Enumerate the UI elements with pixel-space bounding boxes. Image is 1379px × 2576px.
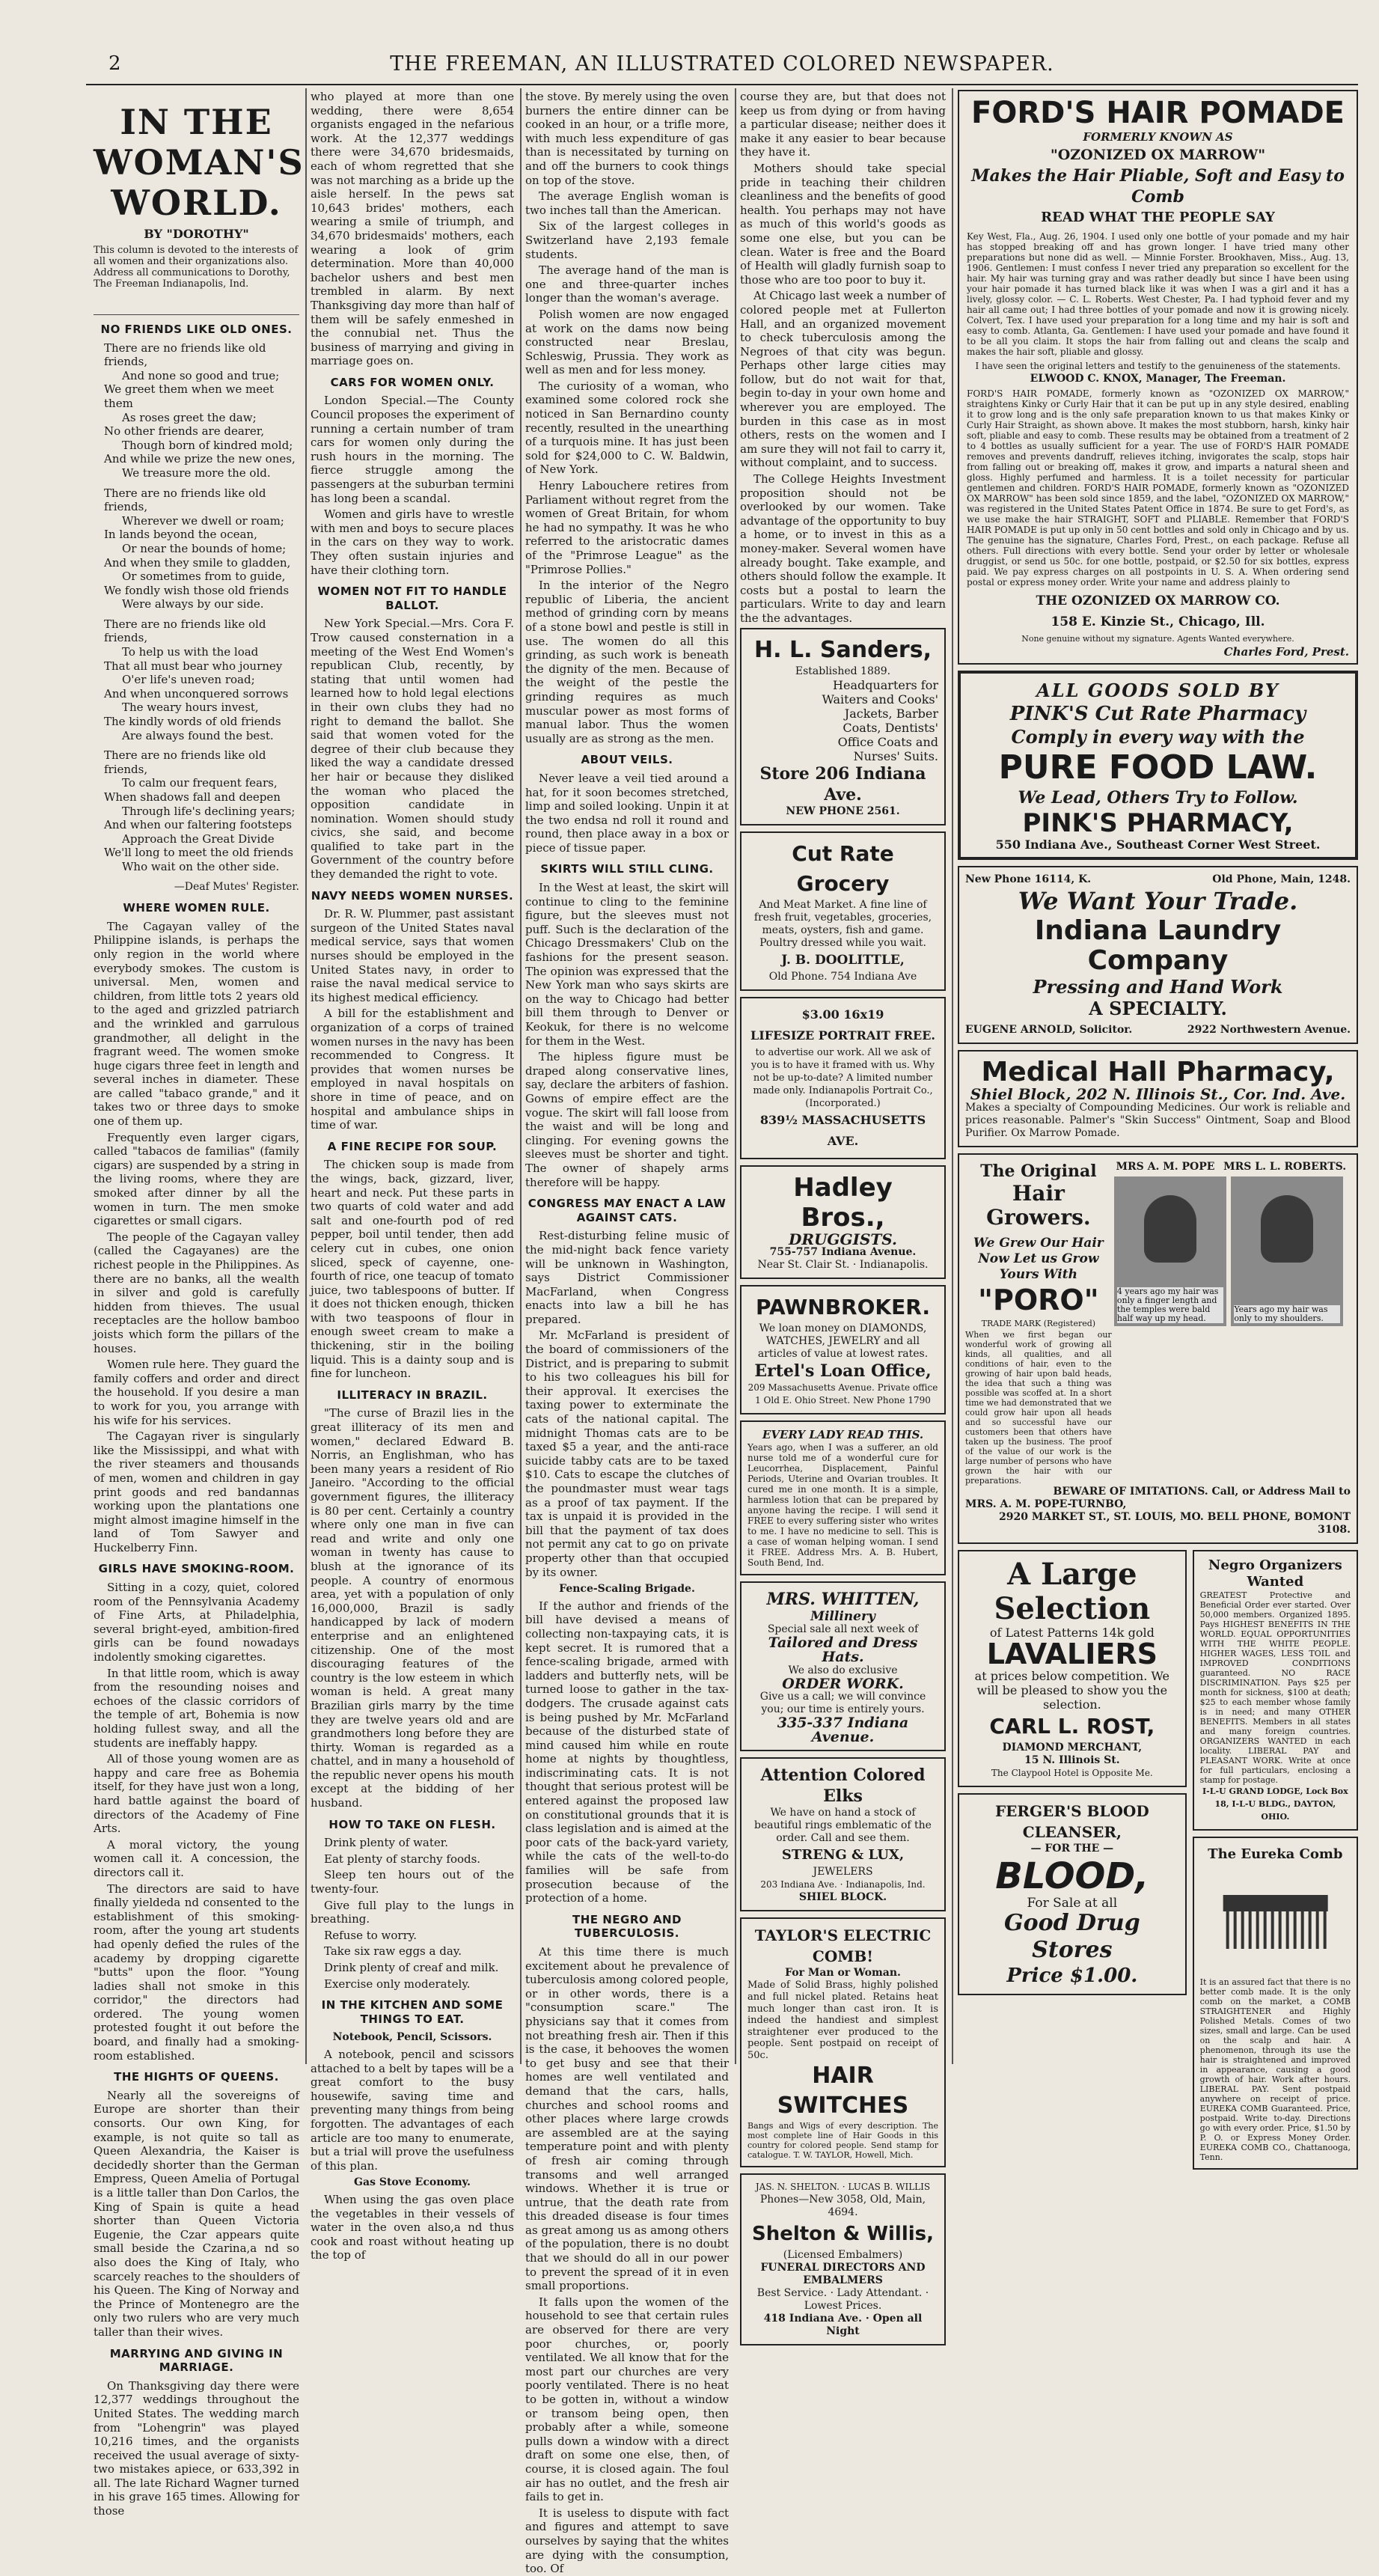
headline-ballot: WOMEN NOT FIT TO HANDLE BALLOT. (317, 585, 507, 612)
ad-eureka-comb: The Eureka Comb It is an assured fact that there is no better comb made. It is the only comb on the market, a COMB STRAIGHTENER and Highly Polished Metals. Comes of two sizes, small and large. Can be used on the scalp and hair. A phenomenon, through its use the hair is straightened and improved in appearance, causing a good growth of hair. Work after hours. LIBERAL PAY. Sent postpaid anywhere on receipt of price. EUREKA COMB Guaranteed. Price, postpaid. Write to-day. Directions go with every order. Price, $1.50 by P. O. or Express Money Order. EUREKA COMB CO., Chattanooga, Tenn. (1193, 1837, 1358, 2170)
article-paragraph: Frequently even larger cigars, called "tabacos de familias" (family cigars) are suspended by a string in the living rooms, where they are smoked after dinner by all the women in turn. The men smoke cigarettes or small cigars. (94, 1130, 299, 1228)
poem-line: Or sometimes from to guide, (122, 570, 286, 584)
headline-navy: NAVY NEEDS WOMEN NURSES. (311, 888, 514, 903)
article-paragraph: In the interior of the Negro republic of Liberia, the ancient method of grinding corn by means of a stone bowl and pestle is still in use. The women do all this grinding, as such work is beneath the dignity of the men. Because of the weight of the pestle the grinding requires as much muscular power as most forms of manual labor. Thus the women usually are as strong as the men. (525, 579, 729, 745)
poem-line: And when our faltering footsteps (104, 818, 293, 832)
poem-line: As roses greet the daw; (122, 410, 257, 424)
poem-line: Were always by our side. (122, 597, 264, 611)
article-paragraph: The hipless figure must be draped along conservative lines, say, declare the arbiters of fashion. Gowns of empire effect are the vogue. The skirt will fall loose from the waist and will be long and clinging. For evening gowns the sleeves must be shorter and tight. The owner of shapely arms therefore will be happy. (525, 1050, 729, 1189)
column-rule (520, 88, 522, 2064)
article-paragraph: In that little room, which is away from the resounding noises and echoes of the classic corridors of the temple of art, Bohemia is now holding fullest sway, and all the students are ineffably happy. (94, 1666, 299, 1750)
portrait-photo: 4 years ago my hair was only a finger length and the temples were bald half way up my head. (1114, 1176, 1226, 1326)
list-item: Eat plenty of starchy foods. (324, 1852, 481, 1866)
headline-marrying: MARRYING AND GIVING IN MARRIAGE. (109, 2346, 284, 2375)
article-paragraph: Never leave a veil tied around a hat, for it soon becomes stretched, limp and soiled looking. Unpin it at the two endsa nd roll it round and round, then place away in a box or piece of tissue paper. (525, 771, 729, 855)
ad-pawnbroker: PAWNBROKER. We loan money on DIAMONDS, WATCHES, JEWELRY and all articles of value at lowest rates. Ertel's Loan Office, 209 Massachusetts Avenue. Private office 1 Old E. Ohio Street. New Phone 1790 (740, 1285, 946, 1414)
article-paragraph: Henry Labouchere retires from Parliament without regret from the women of Great Britain, for whom he had no sympathy. It was he who referred to the aristocratic dames of the "Primrose League" as the "Primrose Pollies." (525, 479, 729, 576)
column-rule (735, 88, 736, 2064)
article-paragraph: When using the gas oven place the vegetables in their vessels of water in the oven also,a nd thus cook and roast without heating up the top of (311, 2192, 514, 2262)
article-paragraph: The Cagayan river is singularly like the Mississippi, and what with the river steamers and thousands of men, women and children in gay print goods and red bandannas working upon the plantations one might almost imagine himself in the land of Tom Sawyer and Huckelberry Finn. (94, 1429, 299, 1554)
ad-whitten: MRS. WHITTEN, Millinery Special sale all next week of Tailored and Dress Hats. We also do exclusive ORDER WORK. Give us a call; we will convince you; our time is entirely yours. 335-337 Indiana Avenue. (740, 1581, 946, 1752)
page-number: 2 (108, 52, 121, 75)
article-paragraph: who played at more than one wedding, there were 8,654 organists engaged in the nefarious work. At the 12,377 weddings there were 34,670 bridesmaids, each of whom regretted that she was not marching as a bride up the aisle herself. In the pews sat 10,643 brides' mothers, each wearing a smile of triumph, and 34,670 bridesmaids' mothers, each wearing a look of grim determination. More than 40,000 bachelor ushers and best men trembled in alarm. By next Thanksgiving day more than half of them will be safely enmeshed in the connubial net. Thus the business of marrying and giving in marriage goes on. (311, 90, 514, 368)
poem-line: We treasure more the old. (122, 466, 271, 480)
poem-line: The weary hours invest, (122, 701, 259, 715)
poem-line: No other friends are dearer, (104, 424, 265, 439)
headline-smoking-room: GIRLS HAVE SMOKING-ROOM. (98, 1562, 295, 1576)
ad-sanders: H. L. Sanders, Established 1889. Headquarters for Waiters and Cooks' Jackets, Barber Coats, Dentists' Office Coats and Nurses' Suits. Store 206 Indiana Ave. NEW PHONE 2561. (740, 628, 946, 825)
poem-line: And when they smile to gladden, (104, 555, 291, 570)
article-paragraph: All of those young women are as happy and care free as Bohemia itself, for they have just won a long, hard battle against the board of directors of the Academy of Fine Arts. (94, 1752, 299, 1836)
article-paragraph: The Cagayan valley of the Philippine islands, is perhaps the only region in the world where everybody smokes. The custom is universal. Men, women and children, from little tots 2 years old to the aged and grizzled patriarch and the wrinkled and garrulous grandmother, all delight in the fragrant weed. The women smoke huge cigars three feet in length and several inches in diameter. These are called "tabaco grande," and it takes two or three days to smoke one of them up. (94, 919, 299, 1129)
article-paragraph: Dr. R. W. Plummer, past assistant surgeon of the United States naval medical service, says that women nurses should be employed in the United States navy, in order to raise the naval medical service to its highest medical efficiency. (311, 907, 514, 1004)
poem-line: We fondly wish those old friends (104, 583, 290, 597)
article-paragraph: Women rule here. They guard the family coffers and order and direct the household. If you desire a man to work for you, you arrange with his wife for his services. (94, 1358, 299, 1427)
ad-fords-pomade: FORD'S HAIR POMADE FORMERLY KNOWN AS "OZONIZED OX MARROW" Makes the Hair Pliable, Soft and Easy to Comb READ WHAT THE PEOPLE SAY Key West, Fla., Aug. 26, 1904. I used only one bottle of your pomade and my hair has stopped breaking off and has grown longer. I have tried many other preparations but none did as well. — Minnie Forster. Brookhaven, Miss., Aug. 13, 1906. Gentlemen: I must confess I never tried any preparation so excellent for the hair. My hair was turning gray and was rather deadly but since I have been using your hair pomade it has turned black like it was when I was a girl and it has a lively, glossy color. — C. L. Roberts. West Chester, Pa. I had typhoid fever and my hair all came out; I had three bottles of your pomade and now it is growing nicely. Colvert, Tex. I have used your preparation for a long time and my hair is soft and easy to comb. Atlanta, Ga. Gentlemen: I have used your pomade and have found it to be all you claim. It stops the hair from falling out and cleans the scalp and makes the hair soft, pliable and glossy. I have seen the original letters and testify to the genuineness of the statements. ELWOOD C. KNOX, Manager, The Freeman. FORD'S HAIR POMADE, formerly known as "OZONIZED OX MARROW," straightens Kinky or Curly Hair that it can be put up in any style desired, enabling it to grow long and is the only safe preparation known to us that makes Kinky or Curly Hair Straight, as shown above. It makes the most stubborn, harsh, kinky hair soft, pliable and easy to comb. These results may be obtained from a treatment of 2 to 4 bottles as usually sufficient for a year. The use of FORD'S HAIR POMADE removes and prevents dandruff, relieves itching, invigorates the scalp, stops hair from falling out or breaking off, makes it grow, and imparts a natural sheen and gloss. Highly perfumed and harmless. It is a toilet necessity for particular gentlemen and children. FORD'S HAIR POMADE, formerly known as "OZONIZED OX MARROW" has been sold since 1859, and the label, "OZONIZED OX MARROW," was registered in the United States Patent Office in 1874. Be sure to get Ford's, as we use make the hair STRAIGHT, SOFT and PLIABLE. Remember that FORD'S HAIR POMADE is put up only in 50 cent bottles and sold only in Chicago and by us. The genuine has the signature, Charles Ford, Prest., on each package. Refuse all others. Full directions with every bottle. Send your order by letter or wholesale druggist, or send us 50c. for one bottle, postpaid, or $2.50 for six bottles, express paid. We pay express charges on all postpoints in U. S. A. When ordering send postal or express money order. Write your name and address plainly to THE OZONIZED OX MARROW CO. 158 E. Kinzie St., Chicago, Ill. None genuine without my signature. Agents Wanted everywhere. Charles Ford, Prest. (958, 90, 1358, 665)
column-1 (94, 90, 305, 2518)
poem-line: There are no friends like old friends, (104, 617, 266, 645)
article-paragraph: The directors are said to have finally yieldeda nd consented to the establishment of this smoking-room, after the young art students had openly defied the rules of the academy by dropping cigarette "butts" upon the floor. "Young ladies shall not smoke in this corridor," the directors had ordered. The young women protested fought it out before the board, and finally had a smoking-room established. (94, 1881, 299, 2063)
poem-line: Or near the bounds of home; (122, 541, 287, 555)
newspaper-title: THE FREEMAN, AN ILLUSTRATED COLORED NEWSPAPER. (390, 52, 1054, 76)
column-rule (952, 88, 953, 2064)
headline-skirts: SKIRTS WILL STILL CLING. (540, 862, 714, 876)
column-rule (305, 88, 307, 2064)
list-item: Take six raw eggs a day. (324, 1944, 462, 1959)
article-paragraph: In the West at least, the skirt will continue to cling to the feminine figure, but the sleeves must not puff. Such is the declaration of the Chicago Dressmakers' Club on the fashions for the present season. The opinion was expressed that the New York man who says skirts are on the way to Chicago had better bill them through to Denver or Keokuk, for there is no welcome for them in the West. (525, 881, 729, 1048)
headline-queens: THE HIGHTS OF QUEENS. (114, 2070, 279, 2084)
comb-illustration (1200, 1865, 1351, 1977)
column-3 (525, 90, 729, 2576)
signature: Charles Ford, Prest. (1223, 644, 1349, 659)
article-paragraph: The people of the Cagayan valley (called the Cagayanes) are the richest people in the Philippines. As there are no banks, all the wealth in silver and gold is carefully hidden from thieves. The usual receptacles are the hollow bamboo joists which form the pillars of the houses. (94, 1230, 299, 1355)
ad-indiana-laundry: New Phone 16114, K. Old Phone, Main, 1248. We Want Your Trade. Indiana Laundry Company Pressing and Hand Work A SPECIALTY. EUGENE ARNOLD, Solicitor. 2922 Northwestern Avenue. (958, 866, 1358, 1044)
poem-line: There are no friends like old friends, (104, 341, 266, 369)
article-paragraph: Polish women are now engaged at work on the dams now being constructed near Breslau, Schleswig, Prussia. They work as well as men and for less money. (525, 307, 729, 377)
headline-women-rule: WHERE WOMEN RULE. (123, 901, 270, 915)
headline-soup: A FINE RECIPE FOR SOUP. (327, 1139, 498, 1153)
poem-line: We greet them when we meet them (104, 382, 275, 410)
article-paragraph: New York Special.—Mrs. Cora F. Trow caused consternation in a meeting of the West End Women's republican Club, recently, by stating that until women had learned how to hold legal elections in their own clubs they had no right to demand the ballot. She said that women voted for the degree of their club because they liked the way a candidate dressed her hair or because they disliked the woman who placed the opposition candidate in nomination. Women should study civics, she said, and become qualified to take part in the Government of the country before they demanded the right to vote. (311, 617, 514, 882)
poem-line: There are no friends like old friends, (104, 748, 266, 776)
poem-line: Though born of kindred mold; (122, 438, 293, 452)
poem-line: To help us with the load (122, 645, 259, 659)
poem-line: Through life's declining years; (122, 804, 296, 818)
list-item: Exercise only moderately. (324, 1977, 471, 1991)
ad-rost-lavaliers: A Large Selection of Latest Patterns 14k gold LAVALIERS at prices below competition. We will be pleased to show you the selection. CARL L. ROST, DIAMOND MERCHANT, 15 N. Illinois St. The Claypool Hotel is Opposite Me. (958, 1550, 1187, 1787)
column-note: This column is devoted to the interests of all women and their organizations also. Address all communications to Dorothy, The Freeman Indianapolis, Ind. (94, 244, 299, 290)
subhead-notebook: Notebook, Pencil, Scissors. (332, 2031, 492, 2044)
article-paragraph: On Thanksgiving day there were 12,377 weddings throughout the United States. The wedding march from "Lohengrin" was played 10,216 times, and the organists received the usual average of sixty-two mistakes apiece, or 633,392 in all. The late Richard Wagner turned in his grave 165 times. Allowing for those (94, 2378, 299, 2518)
poem-line: We'll long to meet the old friends (104, 846, 293, 860)
ad-elks: Attention Colored Elks We have on hand a stock of beautiful rings emblematic of the order. Call and see them. STRENG & LUX, JEWELERS 203 Indiana Ave. · Indianapolis, Ind. SHIEL BLOCK. (740, 1757, 946, 1911)
article-paragraph: the stove. By merely using the oven burners the entire dinner can be cooked in an hour, or a trifle more, with much less expenditure of gas than is necessitated by turning on and off the burners to cook things on top of the stove. (525, 90, 729, 187)
article-paragraph: The College Heights Investment proposition should not be overlooked by our women. Take advantage of the opportunity to buy a home, or to invest in this as a money-maker. Several women have already bought. Take example, and others should follow the example. It costs but a postal to learn the particulars. Write to day and learn the the advantages. (740, 472, 946, 625)
poem-line: O'er life's uneven road; (122, 673, 255, 687)
poem-line: Approach the Great Divide (122, 831, 275, 846)
masthead (86, 46, 1358, 85)
headline-brazil: ILLITERACY IN BRAZIL. (337, 1388, 488, 1402)
poem-line: To calm our frequent fears, (122, 776, 278, 790)
ad-negro-organizers: Negro Organizers Wanted GREATEST Protective and Beneficial Order ever started. Over 50,000 members. Organized 1895. Pays HIGHEST BENEFITS IN THE WORLD. EQUAL OPPORTUNITIES WITH THE WHITE PEOPLE. HIGHER WAGES, LESS TOIL and IMPROVED CONDITIONS guaranteed. NO RACE DISCRIMINATION. Pays $25 per month for sickness, $100 at death; $25 to each member whose family is in need; and many OTHER BENEFITS. Members in all states and many foreign countries. ORGANIZERS WANTED in each locality. LIBERAL PAY and PLEASANT WORK. Write at once for full particulars, enclosing a stamp for postage. I-L-U GRAND LODGE, Lock Box 18, I-L-U BLDG., DAYTON, OHIO. (1193, 1550, 1358, 1831)
article-paragraph: At Chicago last week a number of colored people met at Fullerton Hall, and an organized movement to check tuberculosis among the Negroes of that city was begun. Perhaps other large cities may follow, but do not wait for that, begin to-day in your own home and wherever you are employed. The burden in this case as in most others, rests on the women and I am sure they will not fail to carry it, without complaint, and to success. (740, 289, 946, 470)
article-paragraph: The average hand of the man is one and three-quarter inches longer than the woman's average. (525, 263, 729, 305)
poem (104, 341, 299, 874)
poem-line: The kindly words of old friends (104, 715, 281, 729)
article-paragraph: The chicken soup is made from the wings, back, gizzard, liver, heart and neck. Put these parts in two quarts of cold water and add salt and one-fourth pod of red pepper, boil until tender, then add celery cut in cubes, one onion sliced, speck of cayenne, one-fourth of rice, one teacup of tomato juice, two tablespoons of butter. If it does not thicken enough, thicken with two teaspoons of flour in enough sweet cream to make a thickening, stir in the boiling liquid. This is a dainty soup and is fine for luncheon. (311, 1158, 514, 1381)
article-paragraph: "The curse of Brazil lies in the great illiteracy of its men and women," declared Edward B. Norris, an Englishman, who has been many years a resident of Rio Janeiro. "According to the official government figures, the illiteracy is 80 per cent. Certainly a country where only one man in five can read and write and only one woman in twenty has cause to blush at the ignorance of its people. A country of enormous area, yet with a population of only 16,000,000, Brazil is sadly handicapped by lack of modern enterprise and an enlightened citizenship. One of the most discouraging features of the country is the low esteem in which woman is held. A great many Brazilian girls marry by the time they are twelve years old and are grandmothers long before they are thirty. Woman is regarded as a chattel, and in many a household of the republic never opens his mouth except at the bidding of her husband. (311, 1406, 514, 1810)
poem-attribution: —Deaf Mutes' Register. (174, 880, 299, 893)
poem-line: And none so good and true; (122, 368, 280, 382)
article-paragraph: It falls upon the women of the household to see that certain rules are observed for there are very poor churches, or, poorly ventilated. We all know that for the most part our churches are very poorly ventilated. There is no heat to be gotten in, without a window or transom being open, then probably after a while, someone pulls down a window with a direct draft on some one else, then, of course, it is closed again. The foul air has no outlet, and the fresh air fails to get in. (525, 2295, 729, 2504)
article-paragraph: Sitting in a cozy, quiet, colored room of the Pennsylvania Academy of Fine Arts, at Philadelphia, several bright-eyed, ambition-fired girls can be found nowadays indolently smoking cigarettes. (94, 1581, 299, 1664)
list-item: Drink plenty of water. (324, 1836, 449, 1850)
ad-hadley: Hadley Bros., DRUGGISTS. 755-757 Indiana Avenue. Near St. Clair St. · Indianapolis. (740, 1165, 946, 1280)
article-paragraph: A bill for the establishment and organization of a corps of trained women nurses in the navy has been recommended to Congress. It provides that women nurses be employed in naval hospitals on shore in time of peace, and on hospital and ambulance ships in time of war. (311, 1007, 514, 1132)
article-paragraph: London Special.—The County Council proposes the experiment of running a certain number of tram cars for women only during the rush hours in the morning. The fierce struggle among the passengers at the suburban termini has long been a scandal. (311, 394, 514, 505)
article-paragraph: Nearly all the sovereigns of Europe are shorter than their consorts. Our own King, for example, is not quite so tall as Queen Alexandria, the Kaiser is decidedly shorter than the German Empress, Queen Amelia of Portugal is a little taller than Don Carlos, the King of Spain is quite a head shorter than Queen Victoria Eugenie, the Czar appears quite small beside the Czarina,a nd so also does the King of Italy, who scarcely reaches to the shoulders of his Queen. The King of Norway and the Prince of Montenegro are the only two rulers who are very much taller than their wives. (94, 2088, 299, 2339)
article-paragraph: Mothers should take special pride in teaching their children cleanliness and the benefits of good health. You perhaps may not have as much of this world's goods as some one else, but you can be clean. Water is free and the Board of Health will gladly furnish soap to those who are too poor to buy it. (740, 161, 946, 287)
ad-blood-cleanser: FERGER'S BLOOD CLEANSER, — FOR THE — BLOOD, For Sale at all Good Drug Stores Price $1.00. (958, 1793, 1187, 1995)
byline: BY "DOROTHY" (144, 227, 249, 241)
poem-line: And while we prize the new ones, (104, 452, 296, 466)
article-paragraph: A moral victory, the young women call it. A concession, the directors call it. (94, 1837, 299, 1879)
article-paragraph: The curiosity of a woman, who examined some colored rock she noticed in San Bernardino county recently, resulted in the unearthing of a turquois mine. It has just been sold for $24,000 to C. W. Baldwin, of New York. (525, 379, 729, 477)
column-2 (311, 90, 514, 2262)
headline-cars: CARS FOR WOMEN ONLY. (330, 375, 495, 389)
ad-shelton: JAS. N. SHELTON. · LUCAS B. WILLIS Phones—New 3058, Old, Main, 4694. Shelton & Willis, (Licensed Embalmers) FUNERAL DIRECTORS AND EMBALMERS Best Service. · Lady Attendant. · Lowest Prices. 418 Indiana Ave. · Open all Night (740, 2173, 946, 2345)
poem-line: And when unconquered sorrows (104, 686, 289, 701)
headline-kitchen: IN THE KITCHEN AND SOME THINGS TO EAT. (321, 1998, 504, 2026)
column-5 (958, 90, 1358, 2162)
article-paragraph: Mr. McFarland is president of the board of commissioners of the District, and is preparing to submit to his two colleagues his bill for their approval. It exercises the taxing power to exterminate the cats of the national capital. The midnight Thomas cats are to be taxed $5 a year, and the anti-race suicide tabby cats are to be taxed $10. Cats to escape the clutches of the poundmaster must wear tags as a proof of tax payment. If the tax is unpaid it is provided in the bill that the payment of tax does not permit any cat to go on private property other than that occupied by its owner. (525, 1328, 729, 1579)
poem-line: Are always found the best. (122, 728, 274, 742)
article-paragraph: Women and girls have to wrestle with men and boys to secure places in the cars on they way to work. They often sustain injuries and have their clothing torn. (311, 507, 514, 577)
comb-icon (1200, 1865, 1351, 1977)
poem-line: In lands beyond the ocean, (104, 528, 257, 542)
article-paragraph: Six of the largest colleges in Switzerland have 2,193 female students. (525, 219, 729, 261)
article-paragraph: A notebook, pencil and scissors attached to a belt by tapes will be a great comfort to the busy housewife, saving time and preventing many things from being forgotten. The advantages of each article are too many to enumerate, but a trial will prove the usefulness of this plan. (311, 2047, 514, 2173)
headline-cats: CONGRESS MAY ENACT A LAW AGAINST CATS. (528, 1197, 727, 1224)
headline-veils: ABOUT VEILS. (581, 753, 673, 767)
ad-pinks-pharmacy: ALL GOODS SOLD BY PINK'S Cut Rate Pharmacy Comply in every way with the PURE FOOD LAW. We Lead, Others Try to Follow. PINK'S PHARMACY, 550 Indiana Ave., Southeast Corner West Street. (958, 671, 1358, 860)
column-4 (740, 90, 946, 2338)
article-paragraph: It is useless to dispute with fact and figures and attempt to save ourselves by saying that the whites are dying with the consumption, too. Of (525, 2506, 729, 2576)
womans-world-title: IN THE WOMAN'S WORLD. (94, 102, 305, 223)
ad-portrait: $3.00 16x19 LIFESIZE PORTRAIT FREE. to advertise our work. All we ask of you is to have it framed with us. Why not be up-to-date? A limited number made only. Indianapolis Portrait Co., (Incorporated.) 839½ MASSACHUSETTS AVE. (740, 997, 946, 1159)
article-paragraph: The average English woman is two inches tall than the American. (525, 189, 729, 217)
ad-grocery: Cut Rate Grocery And Meat Market. A fine line of fresh fruit, vegetables, groceries, meats, oysters, fish and game. Poultry dressed while you wait. J. B. DOOLITTLE, Old Phone. 754 Indiana Ave (740, 831, 946, 991)
poem-line: Wherever we dwell or roam; (122, 513, 284, 528)
ad-medical-hall: Medical Hall Pharmacy, Shiel Block, 202 N. Illinois St., Cor. Ind. Ave. Makes a specialty of Compounding Medicines. Our work is reliable and prices reasonable. Palmer's "Skin Success" Ointment, Soap and Blood Purifier. Ox Marrow Pomade. (958, 1050, 1358, 1147)
ad-taylor-comb: TAYLOR'S ELECTRIC COMB! For Man or Woman. Made of Solid Brass, highly polished and full nickel plated. Retains heat much longer than cast iron. It is indeed the handiest and simplest straightener ever produced to the people. Sent postpaid on receipt of 50c. HAIR SWITCHES Bangs and Wigs of every description. The most complete line of Hair Goods in this country for colored people. Send stamp for catalogue. T. W. TAYLOR, Howell, Mich. (740, 1917, 946, 2167)
poem-line: That all must bear who journey (104, 659, 283, 673)
poem-line: There are no friends like old friends, (104, 486, 266, 514)
poem-line: When shadows fall and deepen (104, 790, 281, 804)
headline-tuberculosis: THE NEGRO AND TUBERCULOSIS. (572, 1912, 682, 1941)
flesh-list (311, 1836, 514, 1991)
poem-line: Who wait on the other side. (122, 859, 280, 873)
headline-flesh: HOW TO TAKE ON FLESH. (328, 1817, 496, 1831)
womans-world-heading-block (94, 90, 305, 315)
subhead-gas: Gas Stove Economy. (354, 2176, 471, 2189)
ad-every-lady: EVERY LADY READ THIS. Years ago, when I was a sufferer, an old nurse told me of a wonderful cure for Leucorrhea, Displacement, Painful Periods, Uterine and Ovarian troubles. It cured me in one month. It is a simple, harmless lotion that can be prepared by anyone having the recipe. I will send it FREE to every suffering sister who writes to me. I have no medicine to sell. This is a case of woman helping woman. I send it FREE. Address Mrs. A. B. Hubert, South Bend, Ind. (740, 1420, 946, 1575)
ad-poro: The Original Hair Growers. We Grew Our Hair Now Let us Grow Yours With "PORO" TRADE MARK (Registered) When we first began our wonderful work of growing all kinds, all qualities, and all conditions of hair, even to the growing of hair upon bald heads, the idea that such a thing was possible was scoffed at. In a short time we had demonstrated that we could grow hair upon all heads and so successful have our customers been that others have taken up the business. The proof of the value of our work is the large number of persons who have grown the hair with our preparations. MRS A. M. POPE MRS L. L. ROBERTS. 4 years ago my hair was only a finger length and the temples were bald half way up my head. Years ago my hair was only to my shoulders. BEWARE OF IMITATIONS. Call, or Address Mail to MRS. A. M. POPE-TURNBO, 2920 MARKET ST., ST. LOUIS, MO. BELL PHONE, BOMONT 3108. (958, 1153, 1358, 1544)
article-paragraph: If the author and friends of the bill have devised a means of collecting non-taxpaying cats, it is kept secret. It is rumored that a fence-scaling brigade, armed with ladders and butterfly nets, will be turned loose to gather in the tax-dodgers. The crusade against cats is being pushed by Mr. McFarland because of the disturbed state of mind caused him while en route home at nights by thoughtless, indiscriminating cats. It is not thought that serious protest will be entered against the proposed law on constitutional grounds that it is class legislation and is aimed at the poor cats of the back-yard variety, while the cats of the well-to-do families will be safe from prosecution because of the protection of a home. (525, 1599, 729, 1905)
portrait-photo: Years ago my hair was only to my shoulders. (1231, 1176, 1343, 1326)
article-paragraph: At this time there is much excitement about he prevalence of tuberculosis among colored people, or in other words, there is a "consumption scare." The physicians say that it comes from not breathing fresh air. Then if this is the case, it behooves the women to get busy and see that their homes are well ventilated and demand that the cars, halls, churches and school rooms and other places where large crowds are assembled are at the saying temperature point and with plenty of fresh air coming through transoms and well arranged windows. Whether it is true or untrue, that the death rate from this dreaded disease is four times as great among us as among others of the population, there is no doubt that we should do all in our power to prevent the spread of it in even small proportions. (525, 1945, 729, 2293)
subhead-fence: Fence-Scaling Brigade. (559, 1583, 695, 1596)
article-paragraph: Rest-disturbing feline music of the mid-night back fence variety will be unknown in Washington, says District Commissioner MacFarland, when Congress enacts into law a bill he has prepared. (525, 1229, 729, 1326)
list-item: Sleep ten hours out of the twenty-four. (311, 1868, 514, 1896)
headline-friends: NO FRIENDS LIKE OLD ONES. (100, 323, 293, 336)
list-item: Give full play to the lungs in breathing. (311, 1898, 514, 1926)
list-item: Refuse to worry. (324, 1928, 418, 1942)
article-paragraph: course they are, but that does not keep us from dying or from having a particular disease; neither does it make it any easier to bear because they have it. (740, 90, 946, 159)
list-item: Drink plenty of creaf and milk. (324, 1961, 499, 1974)
